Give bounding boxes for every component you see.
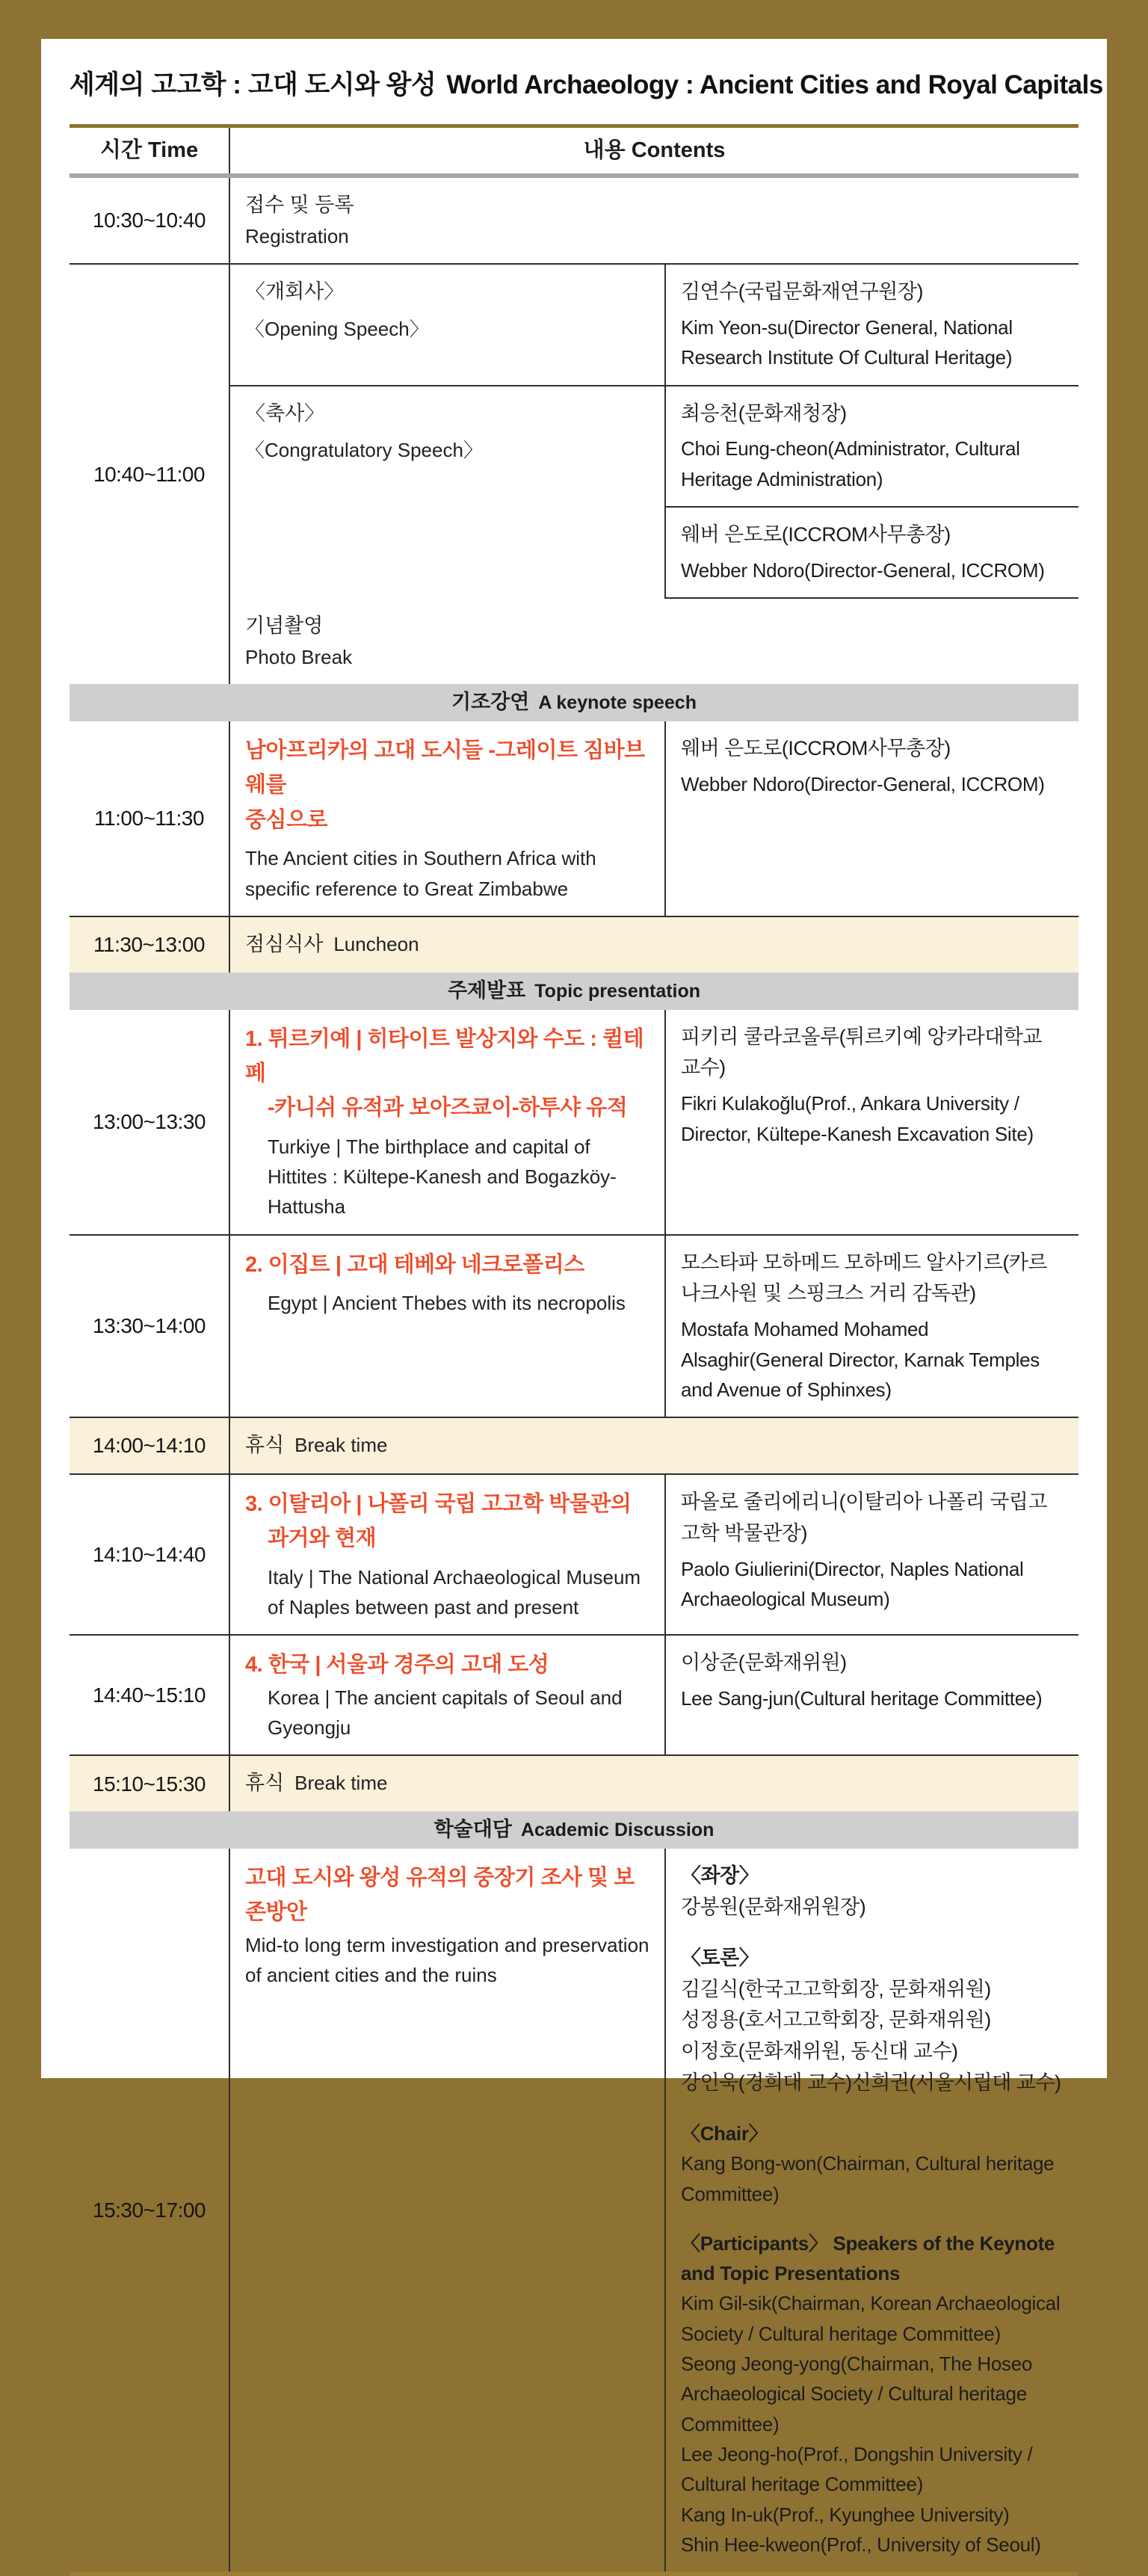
row-keynote (70, 721, 1078, 916)
lunch-korean: 점심식사 (245, 932, 324, 955)
discussion-title-english: Mid-to long term investigation and preservation of ancient cities and the ruins (245, 1933, 649, 1987)
speaker-name-english: Fikri Kulakoğlu(Prof., Ankara University / Director, Kültepe-Kanesh Excavation Site) (681, 1092, 1034, 1145)
time-registration: 10:30~10:40 (70, 176, 229, 264)
topic-title-english: Egypt | Ancient Thebes with its necropolis (268, 1291, 626, 1314)
registration-english: Registration (245, 224, 349, 247)
topic-speaker-cell (665, 1235, 1078, 1418)
speaker-name-korean: 피키리 쿨라코올루(튀르키예 앙카라대학교 교수) (681, 1025, 1042, 1079)
topic-speaker-cell (665, 1474, 1078, 1635)
time-keynote: 11:00~11:30 (70, 721, 229, 916)
keynote-title-korean-line: 남아프리카의 고대 도시들 -그레이트 짐바브웨를 (245, 739, 645, 798)
keynote-speaker-cell (665, 721, 1078, 916)
photo-break-english: Photo Break (245, 645, 353, 668)
row-topic-2 (70, 1235, 1078, 1418)
row-topic-4 (70, 1635, 1078, 1755)
program-page (41, 39, 1107, 2556)
time-topic-4: 14:40~15:10 (70, 1635, 229, 1755)
time-lunch: 11:30~13:00 (70, 916, 229, 973)
photo-break-cell (229, 598, 1078, 684)
time-break-2: 15:10~15:30 (70, 1755, 229, 1811)
speaker-name-korean: 모스타파 모하메드 모하메드 알사기르(카르나크사원 및 스핑크스 거리 감독관) (681, 1251, 1047, 1305)
congrats-speaker2-cell (665, 507, 1078, 598)
speaker-name-korean: 이상준(문화재위원) (681, 1651, 847, 1674)
speaker-name-korean: 최응천(문화재청장) (681, 401, 847, 425)
panelist-korean: 성정용(호서고고학회장, 문화재위원) (681, 2009, 991, 2032)
time-topic-1: 13:00~13:30 (70, 1010, 229, 1235)
lunch-cell (229, 916, 1078, 973)
time-opening-group: 10:40~11:00 (70, 264, 229, 684)
chair-label-korean: 〈좌장〉 (681, 1864, 759, 1888)
speaker-name-english: Lee Sang-jun(Cultural heritage Committee) (681, 1687, 1043, 1710)
break-cell (229, 1755, 1078, 1811)
section-topic-header (70, 973, 1078, 1010)
lunch-english: Luncheon (333, 932, 419, 955)
topic-title-cell (229, 1235, 665, 1418)
section-title-english: Academic Discussion (520, 1819, 715, 1841)
row-topic-3 (70, 1474, 1078, 1635)
speaker-name-korean: 웨버 은도로(ICCROM사무총장) (681, 737, 951, 760)
column-header-time: 시간 Time (70, 126, 229, 176)
topic-title-cell (229, 1635, 665, 1755)
speaker-name-english: Webber Ndoro(Director-General, ICCROM) (681, 558, 1045, 582)
topic-title-cell (229, 1010, 665, 1235)
chair-name-korean: 강봉원(문화재위원장) (681, 1895, 866, 1918)
column-header-contents: 내용 Contents (229, 126, 1078, 176)
opening-speech-korean: 〈개회사〉 (245, 280, 345, 303)
topic-title-english: Italy | The National Archaeological Museum of Naples between past and present (268, 1565, 641, 1619)
time-break-1: 14:00~14:10 (70, 1417, 229, 1474)
page-title-english: World Archaeology : Ancient Cities and Royal Capitals (446, 70, 1103, 99)
section-title-english: Topic presentation (534, 980, 701, 1002)
congratulatory-english: 〈Congratulatory Speech〉 (245, 439, 483, 462)
panel-label-korean: 〈토론〉 (681, 1946, 759, 1969)
row-break-1 (70, 1417, 1078, 1474)
keynote-title-korean-line: 중심으로 (245, 807, 328, 832)
page-title (70, 64, 1103, 102)
section-topic-band (70, 973, 1078, 1010)
topic-title-line: -카니쉬 유적과 보아즈쿄이-하투샤 유적 (268, 1096, 628, 1121)
keynote-title-cell (229, 721, 665, 916)
discussion-panel-cell (665, 1849, 1078, 2574)
row-topic-1 (70, 1010, 1078, 1235)
speaker-name-korean: 파올로 줄리에리니(이탈리아 나폴리 국립고고학 박물관장) (681, 1491, 1047, 1544)
table-header-row (70, 126, 1078, 176)
photo-break-korean: 기념촬영 (245, 614, 324, 638)
break-korean: 휴식 (245, 1434, 285, 1457)
participant-english: Kang In-uk(Prof., Kyunghee University) (681, 2503, 1010, 2526)
section-title-korean: 주제발표 (447, 979, 526, 1002)
speaker-name-english: Paolo Giulierini(Director, Naples National Archaeological Museum) (681, 1557, 1024, 1610)
participants-label-english: 〈Participants〉 Speakers of the Keynote and Topic Presentations (681, 2231, 1055, 2285)
break-korean: 휴식 (245, 1772, 285, 1795)
speaker-name-english: Kim Yeon-su(Director General, National Research Institute Of Cultural Heritage) (681, 315, 1013, 369)
speaker-name-korean: 웨버 은도로(ICCROM사무총장) (681, 523, 951, 546)
break-english: Break time (294, 1772, 388, 1795)
opening-speech-cell (229, 264, 665, 385)
topic-speaker-cell (665, 1635, 1078, 1755)
topic-speaker-cell (665, 1010, 1078, 1235)
time-discussion: 15:30~17:00 (70, 1849, 229, 2574)
break-cell (229, 1417, 1078, 1474)
panelist-korean: 강인욱(경희대 교수)신희권(서울시립대 교수) (681, 2071, 1061, 2095)
speaker-name-korean: 김연수(국립문화재연구원장) (681, 280, 923, 303)
congratulatory-speech-cell (229, 386, 665, 599)
opening-speaker-cell (665, 264, 1078, 385)
row-registration (70, 176, 1078, 264)
section-title-korean: 학술대담 (433, 1818, 512, 1841)
row-lunch (70, 916, 1078, 973)
topic-title-line: 1. 튀르키예 | 히타이트 발상지와 수도 : 퀼테페 (245, 1026, 644, 1085)
speaker-name-english: Choi Eung-cheon(Administrator, Cultural Heritage Administration) (681, 437, 1020, 490)
discussion-title-cell (229, 1849, 665, 2574)
topic-title-line: 4. 한국 | 서울과 경주의 고대 도성 (245, 1653, 549, 1677)
participant-english: Seong Jeong-yong(Chairman, The Hoseo Archaeological Society / Cultural heritage Committee) (681, 2352, 1033, 2435)
topic-title-cell (229, 1474, 665, 1635)
participant-english: Lee Jeong-ho(Prof., Dongshin University / Cultural heritage Committee) (681, 2442, 1033, 2496)
section-title-korean: 기조강연 (451, 691, 530, 714)
topic-title-english: Turkiye | The birthplace and capital of Hittites : Kültepe-Kanesh and Bogazköy-Hattusha (268, 1135, 617, 1218)
break-english: Break time (294, 1434, 388, 1457)
section-discussion-band (70, 1811, 1078, 1849)
keynote-title-english: The Ancient cities in Southern Africa with specific reference to Great Zimbabwe (245, 847, 596, 900)
chair-label-english: 〈Chair〉 (681, 2121, 768, 2145)
section-discussion-header (70, 1811, 1078, 1849)
congrats-speaker1-cell (665, 386, 1078, 507)
registration-korean: 접수 및 등록 (245, 193, 354, 216)
speaker-name-english: Mostafa Mohamed Mohamed Alsaghir(General Director, Karnak Temples and Avenue of Sphinxes) (681, 1318, 1040, 1401)
time-topic-2: 13:30~14:00 (70, 1235, 229, 1418)
page-title-korean: 세계의 고고학 : 고대 도시와 왕성 (70, 70, 436, 99)
section-keynote-header (70, 684, 1078, 721)
row-opening-speech (70, 264, 1078, 385)
discussion-title-korean: 고대 도시와 왕성 유적의 중장기 조사 및 보존방안 (245, 1866, 635, 1925)
panelist-korean: 김길식(한국고고학회장, 문화재위원) (681, 1977, 991, 2000)
registration-cell (229, 176, 1078, 264)
chair-name-english: Kang Bong-won(Chairman, Cultural heritage Committee) (681, 2152, 1055, 2205)
time-topic-3: 14:10~14:40 (70, 1474, 229, 1635)
participant-english: Kim Gil-sik(Chairman, Korean Archaeological Society / Cultural heritage Committee) (681, 2292, 1061, 2345)
row-discussion (70, 1849, 1078, 2574)
speaker-name-english: Webber Ndoro(Director-General, ICCROM) (681, 772, 1045, 795)
section-keynote-band (70, 684, 1078, 721)
topic-title-line: 과거와 현재 (268, 1526, 377, 1551)
topic-title-english: Korea | The ancient capitals of Seoul and Gyeongju (268, 1686, 623, 1740)
opening-speech-english: 〈Opening Speech〉 (245, 317, 429, 340)
congratulatory-korean: 〈축사〉 (245, 401, 325, 425)
topic-title-line: 3. 이탈리아 | 나폴리 국립 고고학 박물관의 (245, 1492, 632, 1517)
row-break-2 (70, 1755, 1078, 1811)
program-table (70, 124, 1078, 2576)
panelist-korean: 이정호(문화재위원, 동신대 교수) (681, 2040, 958, 2063)
section-title-english: A keynote speech (538, 692, 697, 714)
topic-title-line: 2. 이집트 | 고대 테베와 네크로폴리스 (245, 1252, 584, 1277)
participant-english: Shin Hee-kweon(Prof., University of Seoul) (681, 2533, 1041, 2556)
